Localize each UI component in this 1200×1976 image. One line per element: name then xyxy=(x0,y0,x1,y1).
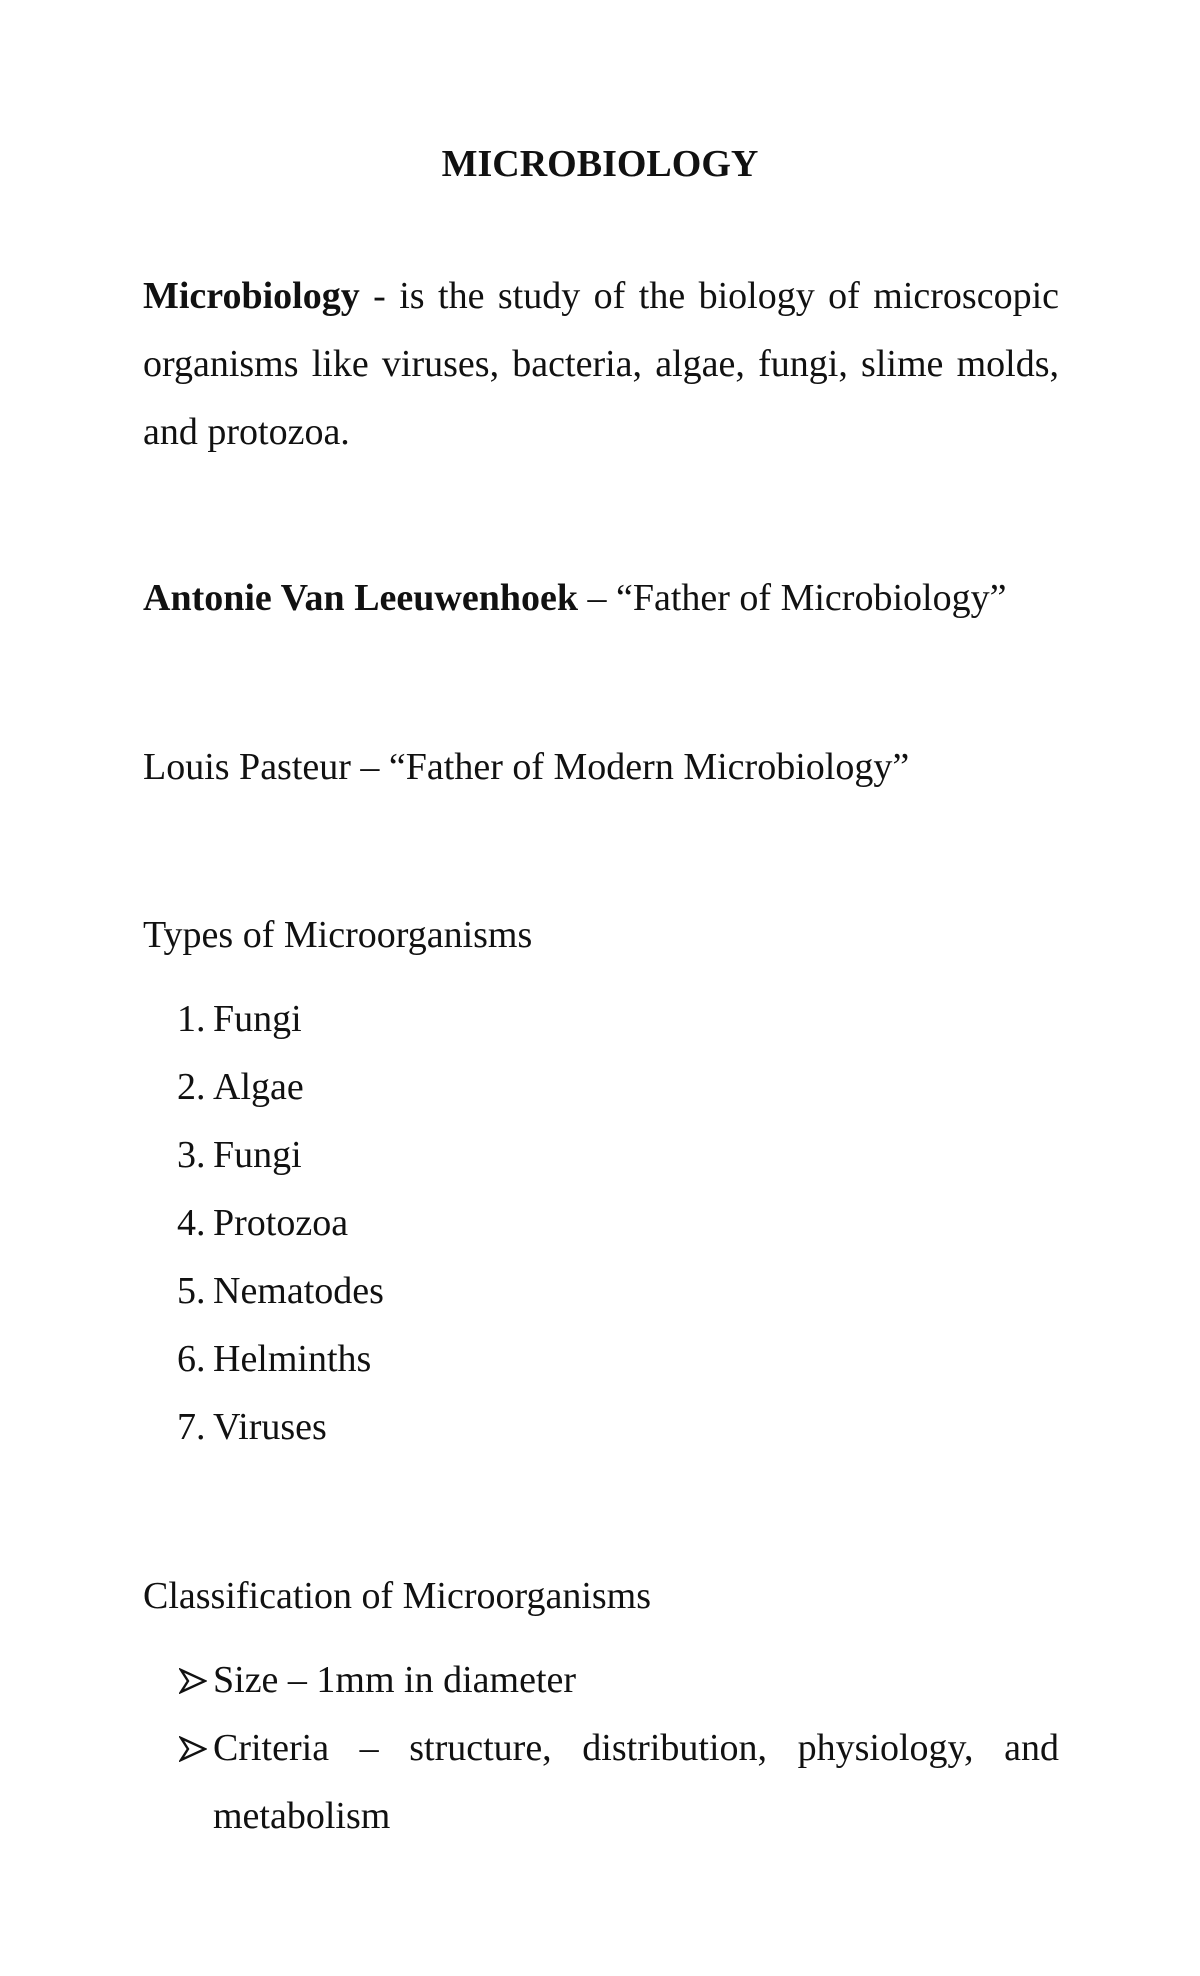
list-item-label: Algae xyxy=(213,1066,304,1108)
list-item-label: Size – 1mm in diameter xyxy=(213,1659,577,1701)
list-number: 2. xyxy=(177,1066,206,1108)
leeuwenhoek-name: Antonie Van Leeuwenhoek xyxy=(143,577,578,619)
types-list xyxy=(143,985,1059,1461)
list-item-label: Fungi xyxy=(213,1134,302,1176)
classification-list xyxy=(143,1646,1059,1850)
list-item xyxy=(143,1393,1059,1461)
list-item-label: Nematodes xyxy=(213,1270,384,1312)
definition-text: - is the study of the biology of microscopic organisms like viruses, bacteria, algae, fungi, slime molds, and protozoa. xyxy=(143,275,1059,453)
list-number: 7. xyxy=(177,1406,206,1448)
arrow-bullet-icon xyxy=(179,1668,207,1694)
leeuwenhoek-line xyxy=(143,564,1059,632)
list-item-label: Helminths xyxy=(213,1338,372,1380)
list-item-label: Viruses xyxy=(213,1406,327,1448)
list-item xyxy=(143,1646,1059,1714)
list-item xyxy=(143,1257,1059,1325)
list-item xyxy=(143,1325,1059,1393)
arrow-bullet-icon xyxy=(179,1736,207,1762)
list-number: 5. xyxy=(177,1270,206,1312)
list-number: 6. xyxy=(177,1338,206,1380)
list-item-label: Criteria – structure, distribution, physiology, and metabolism xyxy=(213,1727,1059,1837)
list-number: 1. xyxy=(177,998,206,1040)
list-number: 3. xyxy=(177,1134,206,1176)
list-number: 4. xyxy=(177,1202,206,1244)
definition-term: Microbiology xyxy=(143,275,360,317)
list-item xyxy=(143,1189,1059,1257)
list-item xyxy=(143,1053,1059,1121)
page-title: MICROBIOLOGY xyxy=(441,143,759,185)
leeuwenhoek-text: – “Father of Microbiology” xyxy=(577,577,1007,619)
list-item-label: Protozoa xyxy=(213,1202,349,1244)
list-item xyxy=(143,985,1059,1053)
list-item xyxy=(143,1714,1059,1850)
definition-paragraph xyxy=(143,262,1059,466)
classification-heading: Classification of Microorganisms xyxy=(143,1575,652,1617)
list-item-label: Fungi xyxy=(213,998,302,1040)
list-item xyxy=(143,1121,1059,1189)
types-heading: Types of Microorganisms xyxy=(143,914,533,956)
pasteur-line: Louis Pasteur – “Father of Modern Microbiology” xyxy=(143,746,910,788)
